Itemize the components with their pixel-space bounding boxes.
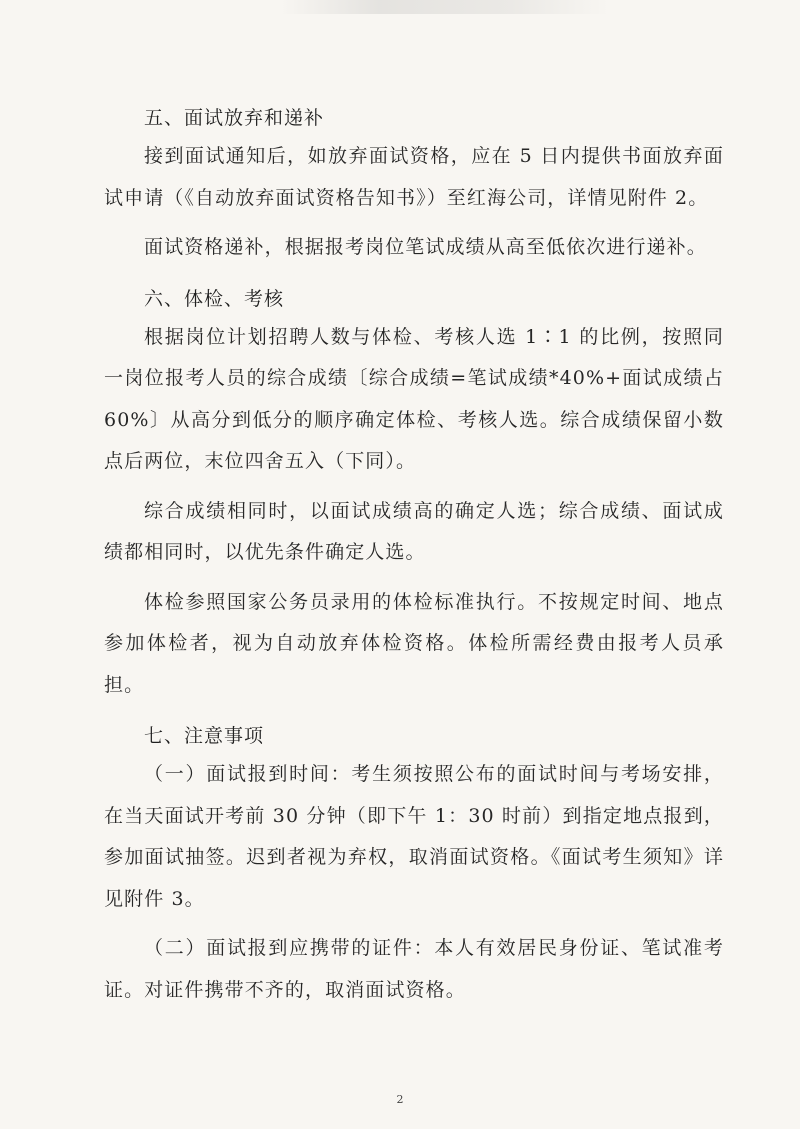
paragraph: 接到面试通知后，如放弃面试资格，应在 5 日内提供书面放弃面试申请（《自动放弃面试资格告知书》）至红海公司，详情见附件 2。 — [104, 145, 724, 209]
paragraph: （一）面试报到时间：考生须按照公布的面试时间与考场安排，在当天面试开考前 30 分钟（即下午 1：30 时前）到指定地点报到，参加面试抽签。迟到者视为弃权，取消面试资格。《面试考生须知》详见附件 3。 — [104, 763, 724, 910]
spacer — [104, 219, 724, 227]
page-number: 2 — [396, 1093, 404, 1106]
paragraph: 根据岗位计划招聘人数与体检、考核人选 1∶1 的比例，按照同一岗位报考人员的综合成绩〔综合成绩=笔试成绩*40%+面试成绩占 60%〕从高分到低分的顺序确定体检、考核人选。综合成绩保留小数点后两位，末位四舍五入（下同）。 — [104, 325, 724, 472]
paragraph: 面试资格递补，根据报考岗位笔试成绩从高至低依次进行递补。 — [144, 236, 707, 258]
document-body — [104, 100, 724, 1011]
spacer — [104, 574, 724, 582]
paragraph: （二）面试报到应携带的证件：本人有效居民身份证、笔试准考证。对证件携带不齐的，取消面试资格。 — [104, 937, 724, 1001]
spacer — [104, 920, 724, 928]
paragraph: 体检参照国家公务员录用的体检标准执行。不按规定时间、地点参加体检者，视为自动放弃体检资格。体检所需经费由报考人员承担。 — [104, 590, 724, 696]
section-heading-6: 六、体检、考核 — [144, 287, 285, 310]
spacer — [104, 483, 724, 491]
section-heading-5: 五、面试放弃和递补 — [144, 107, 325, 129]
spacer — [104, 269, 724, 281]
paragraph: 综合成绩相同时，以面试成绩高的确定人选；综合成绩、面试成绩都相同时，以优先条件确定人选。 — [104, 499, 724, 563]
scan-artifact — [280, 0, 610, 14]
spacer — [104, 706, 724, 718]
section-heading-7: 七、注意事项 — [144, 725, 265, 747]
